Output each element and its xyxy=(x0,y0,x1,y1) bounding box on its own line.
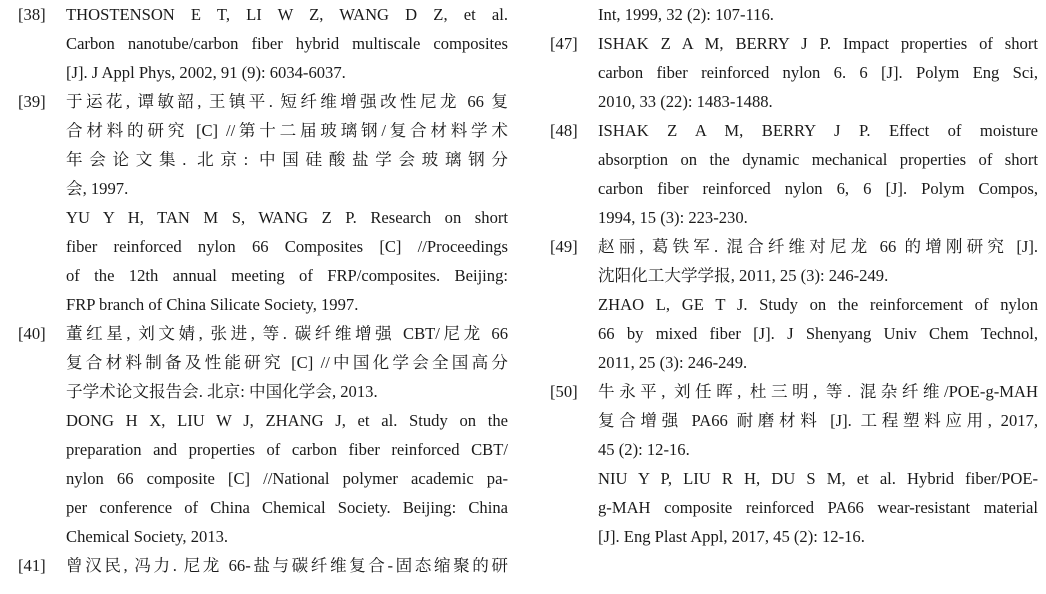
reference-text: g-MAH composite reinforced PA66 wear-resistant material xyxy=(598,498,1038,517)
reference-line xyxy=(550,87,1038,116)
reference-text: preparation and properties of carbon fiber reinforced CBT/ xyxy=(66,440,508,459)
reference-entry xyxy=(550,377,1038,551)
reference-line xyxy=(18,0,508,29)
reference-text: 66 by mixed fiber [J]. J Shenyang Univ Chem Technol, xyxy=(598,324,1038,343)
reference-text: THOSTENSON E T, LI W Z, WANG D Z, et al. xyxy=(66,5,508,24)
reference-line xyxy=(18,522,508,551)
reference-text: Int, 1999, 32 (2): 107-116. xyxy=(598,5,774,24)
reference-text: carbon fiber reinforced nylon 6, 6 [J]. Polym Compos, xyxy=(598,179,1038,198)
reference-text: Carbon nanotube/carbon fiber hybrid multiscale composites xyxy=(66,34,508,53)
reference-line xyxy=(550,290,1038,319)
reference-line xyxy=(18,87,508,116)
reference-line xyxy=(18,116,508,145)
references-right-column xyxy=(550,0,1038,551)
reference-entry xyxy=(18,551,508,580)
reference-text: fiber reinforced nylon 66 Composites [C] //Proceedings xyxy=(66,237,508,256)
reference-line xyxy=(550,174,1038,203)
reference-line xyxy=(18,290,508,319)
reference-line xyxy=(18,377,508,406)
reference-text: DONG H X, LIU W J, ZHANG J, et al. Study on the xyxy=(66,411,508,430)
reference-line xyxy=(18,58,508,87)
reference-line xyxy=(550,0,1038,29)
reference-text: 子学术论文报告会. 北京: 中国化学会, 2013. xyxy=(66,382,378,401)
reference-text: 董红星, 刘文婧, 张进, 等. 碳纤维增强 CBT/尼龙 66 xyxy=(66,324,508,343)
reference-line xyxy=(18,174,508,203)
reference-line xyxy=(550,116,1038,145)
reference-text: 于运花, 谭敏韶, 王镇平. 短纤维增强改性尼龙 66 复 xyxy=(66,92,508,111)
reference-line xyxy=(550,319,1038,348)
reference-text: YU Y H, TAN M S, WANG Z P. Research on short xyxy=(66,208,508,227)
reference-number: [50] xyxy=(550,382,578,401)
reference-line xyxy=(18,145,508,174)
reference-line xyxy=(18,203,508,232)
reference-text: nylon 66 composite [C] //National polymer academic pa- xyxy=(66,469,508,488)
reference-text: [J]. J Appl Phys, 2002, 91 (9): 6034-6037. xyxy=(66,63,346,82)
reference-line xyxy=(550,261,1038,290)
reference-line xyxy=(18,29,508,58)
reference-text: 合材料的研究 [C] //第十二届玻璃钢/复合材料学术 xyxy=(66,121,508,140)
reference-line xyxy=(550,493,1038,522)
reference-text: 会, 1997. xyxy=(66,179,129,198)
reference-number: [38] xyxy=(18,5,46,24)
reference-line xyxy=(550,377,1038,406)
reference-text: Chemical Society, 2013. xyxy=(66,527,229,546)
reference-text: carbon fiber reinforced nylon 6. 6 [J]. Polym Eng Sci, xyxy=(598,63,1038,82)
reference-entry xyxy=(18,87,508,319)
reference-line xyxy=(18,435,508,464)
reference-line xyxy=(550,406,1038,435)
reference-line xyxy=(550,464,1038,493)
reference-line xyxy=(550,348,1038,377)
reference-text: 45 (2): 12-16. xyxy=(598,440,690,459)
reference-line xyxy=(18,232,508,261)
reference-text: ISHAK Z A M, BERRY J P. Impact properties of short xyxy=(598,34,1038,53)
reference-text: 1994, 15 (3): 223-230. xyxy=(598,208,748,227)
reference-entry xyxy=(550,232,1038,377)
references-left-column xyxy=(18,0,508,580)
reference-line xyxy=(18,406,508,435)
reference-line xyxy=(18,319,508,348)
reference-line xyxy=(18,348,508,377)
reference-text: ISHAK Z A M, BERRY J P. Effect of moisture xyxy=(598,121,1038,140)
reference-text: per conference of China Chemical Society. Beijing: China xyxy=(66,498,508,517)
reference-text: 2011, 25 (3): 246-249. xyxy=(598,353,748,372)
reference-line xyxy=(550,522,1038,551)
reference-line xyxy=(550,203,1038,232)
reference-line xyxy=(550,29,1038,58)
reference-line xyxy=(550,145,1038,174)
reference-text: 沈阳化工大学学报, 2011, 25 (3): 246-249. xyxy=(598,266,889,285)
reference-text: 复合材料制备及性能研究 [C] //中国化学会全国高分 xyxy=(66,353,508,372)
reference-line xyxy=(550,232,1038,261)
reference-entry xyxy=(550,116,1038,232)
reference-line xyxy=(18,493,508,522)
reference-text: 年会论文集. 北京: 中国硅酸盐学会玻璃钢分 xyxy=(66,150,508,169)
reference-line xyxy=(18,464,508,493)
reference-number: [49] xyxy=(550,237,578,256)
reference-entry xyxy=(18,319,508,551)
reference-number: [39] xyxy=(18,92,46,111)
reference-entry xyxy=(550,0,1038,29)
reference-number: [40] xyxy=(18,324,46,343)
reference-line xyxy=(550,58,1038,87)
reference-text: 赵丽, 葛铁军. 混合纤维对尼龙 66 的增刚研究 [J]. xyxy=(598,237,1038,256)
reference-text: 牛永平, 刘任晖, 杜三明, 等. 混杂纤维/POE-g-MAH xyxy=(598,382,1038,401)
reference-text: 复合增强 PA66 耐磨材料 [J]. 工程塑料应用, 2017, xyxy=(598,411,1038,430)
reference-text: ZHAO L, GE T J. Study on the reinforcement of nylon xyxy=(598,295,1038,314)
reference-text: absorption on the dynamic mechanical properties of short xyxy=(598,150,1038,169)
reference-text: [J]. Eng Plast Appl, 2017, 45 (2): 12-16. xyxy=(598,527,865,546)
reference-number: [47] xyxy=(550,34,578,53)
reference-number: [48] xyxy=(550,121,578,140)
reference-line xyxy=(550,435,1038,464)
reference-text: 曾汉民, 冯力. 尼龙 66-盐与碳纤维复合-固态缩聚的研 xyxy=(66,556,508,575)
reference-line xyxy=(18,551,508,580)
reference-number: [41] xyxy=(18,556,46,575)
reference-text: FRP branch of China Silicate Society, 1997. xyxy=(66,295,359,314)
reference-entry xyxy=(18,0,508,87)
reference-entry xyxy=(550,29,1038,116)
reference-text: NIU Y P, LIU R H, DU S M, et al. Hybrid fiber/POE- xyxy=(598,469,1038,488)
reference-text: 2010, 33 (22): 1483-1488. xyxy=(598,92,773,111)
reference-text: of the 12th annual meeting of FRP/composites. Beijing: xyxy=(66,266,508,285)
reference-line xyxy=(18,261,508,290)
